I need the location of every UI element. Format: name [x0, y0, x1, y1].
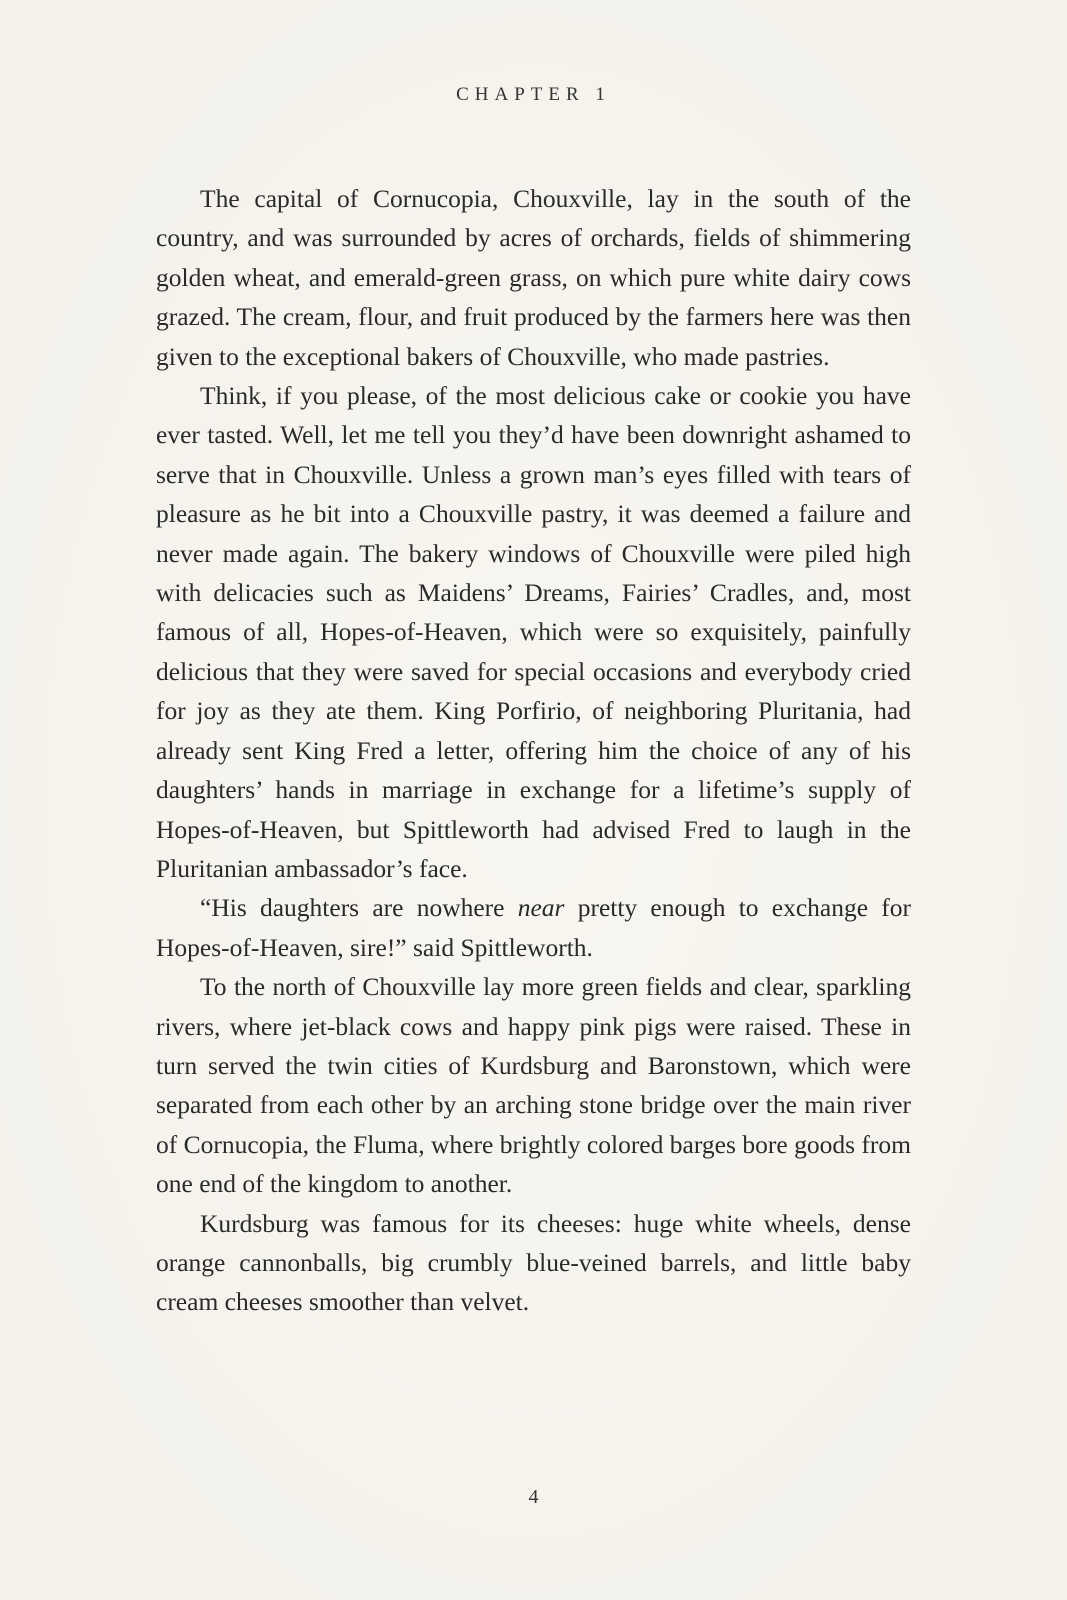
body-text — [156, 179, 911, 1322]
paragraph-4: To the north of Chouxville lay more green fields and clear, sparkling rivers, where jet-black cows and happy pink pigs were raised. These in turn served the twin cities of Kurdsburg and Baronstown, which were separated from each other by an arching stone bridge over the main river of Cornucopia, the Fluma, where brightly colored barges bore goods from one end of the kingdom to another. — [156, 972, 911, 1199]
running-head: CHAPTER 1 — [456, 84, 611, 105]
paragraph-1: The capital of Cornucopia, Chouxville, lay in the south of the country, and was surrounded by acres of orchards, fields of shimmering golden wheat, and emerald-green grass, on which pure white dairy cows grazed. The cream, flour, and fruit produced by the farmers here was then given to the exceptional bakers of Chouxville, who made pastries. — [156, 184, 911, 371]
page-number: 4 — [528, 1486, 539, 1508]
paragraph-5: Kurdsburg was famous for its cheeses: huge white wheels, dense orange cannonballs, big crumbly blue-veined barrels, and little baby cream cheeses smoother than velvet. — [156, 1208, 911, 1317]
emphasis-near: near — [517, 893, 565, 923]
paragraph-3-after: pretty enough to exchange for Hopes-of-Heaven, sire!” said Spittleworth. — [156, 893, 911, 962]
paragraph-2: Think, if you please, of the most delicious cake or cookie you have ever tasted. Well, let me tell you they’d have been downright ashamed to serve that in Chouxville. Unless a grown man’s eyes filled with tears of pleasure as he bit into a Chouxville pastry, it was deemed a failure and never made again. The bakery windows of Chouxville were piled high with delicacies such as Maidens’ Dreams, Fairies’ Cradles, and, most famous of all, Hopes-of-Heaven, which were so exquisitely, painfully delicious that they were saved for special occasions and everybody cried for joy as they ate them. King Porfirio, of neighboring Pluritania, had already sent King Fred a letter, offering him the choice of any of his daughters’ hands in marriage in exchange for a lifetime’s supply of Hopes-of-Heaven, but Spittleworth had advised Fred to laugh in the Pluritanian ambassador’s face. — [156, 381, 911, 883]
paragraph-3-before: “His daughters are nowhere — [200, 893, 518, 923]
paragraph-3 — [156, 888, 911, 967]
